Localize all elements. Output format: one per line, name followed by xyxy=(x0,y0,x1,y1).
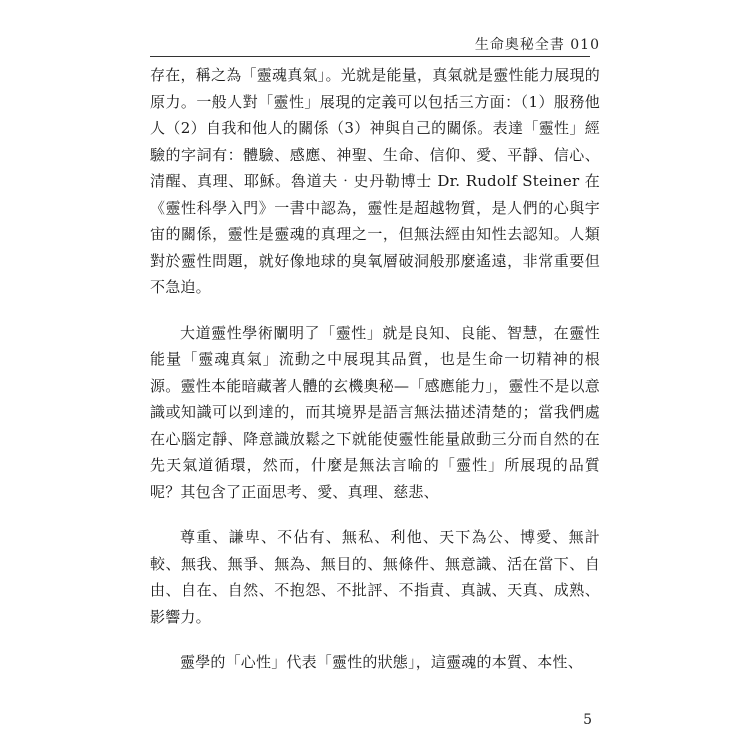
paragraph-2: 大道靈性學術闡明了「靈性」就是良知、良能、智慧，在靈性能量「靈魂真氣」流動之中展現其品質，也是生命一切精神的根源。靈性本能暗藏著人體的玄機奧秘—「感應能力」，靈性不是以意識或知識可以到達的，而其境界是語言無法描述清楚的；當我們處在心腦定靜、降意識放鬆之下就能使靈性能量啟動三分而自然的在先天氣道循環，然而，什麼是無法言喻的「靈性」所展現的品質呢？其包含了正面思考、愛、真理、慈悲、 xyxy=(150,323,600,501)
page-number: 5 xyxy=(583,712,592,728)
paragraph-1: 存在，稱之為「靈魂真氣」。光就是能量，真氣就是靈性能力展現的原力。一般人對「靈性」展現的定義可以包括三方面：（1）服務他人（2）自我和他人的關係（3）神與自己的關係。表達「靈性」經驗的字詞有：體驗、感應、神聖、生命、信仰、愛、平靜、信心、清醒、真理、耶穌。魯道夫‧史丹勒博士 Dr. Rudolf Steiner 在《靈性科學入門》一書中認為，靈性是超越物質，是人們的心與宇宙的關係，靈性是靈魂的真理之一，但無法經由知性去認知。人類對於靈性問題，就好像地球的臭氧層破洞般那麼遙遠，非常重要但不急迫。 xyxy=(150,66,600,296)
body-text xyxy=(150,62,600,695)
running-header: 生命奧秘全書 010 xyxy=(474,37,600,53)
header-rule xyxy=(150,56,590,57)
paragraph-4: 靈學的「心性」代表「靈性的狀態」，這靈魂的本質、本性、 xyxy=(180,653,583,671)
paragraph-3: 尊重、謙卑、不佔有、無私、利他、天下為公、博愛、無計較、無我、無爭、無為、無目的、無條件、無意識、活在當下、自由、自在、自然、不抱怨、不批評、不指責、真誠、天真、成熟、影響力。 xyxy=(150,528,600,626)
